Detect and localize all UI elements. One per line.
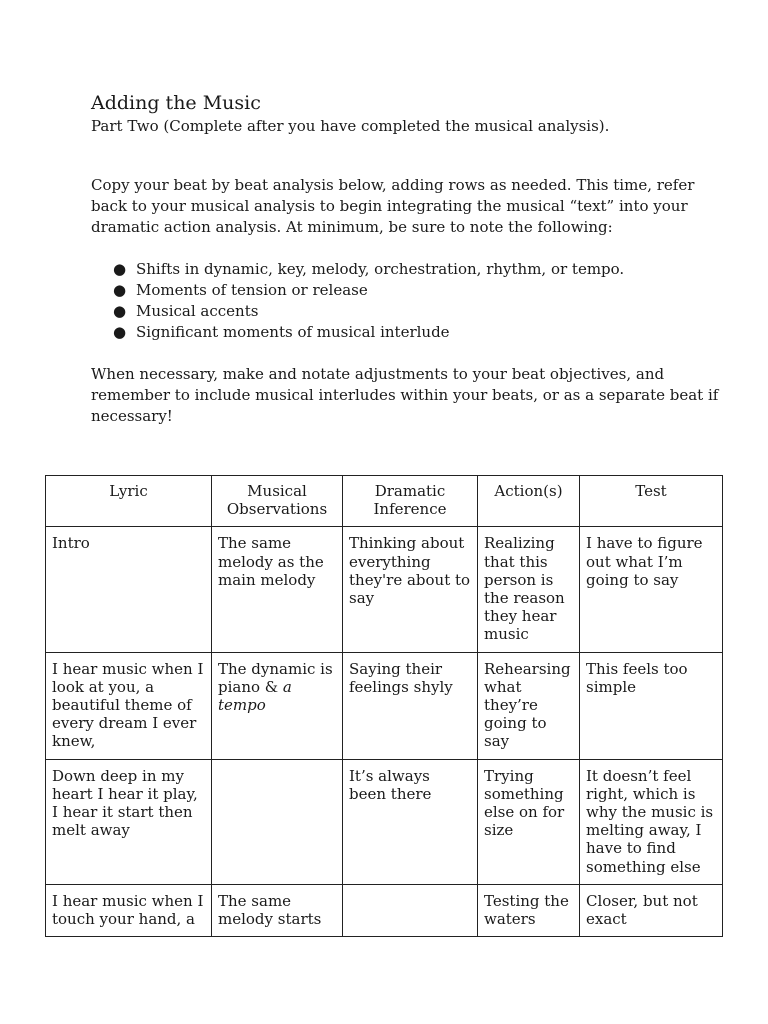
column-header-dramatic-inference: Dramatic Inference <box>343 476 478 527</box>
page-title: Adding the Music <box>91 92 261 114</box>
column-header-musical-observations: Musical Observations <box>212 476 343 527</box>
bullet-icon: ● <box>113 302 127 320</box>
list-item-text: Significant moments of musical interlude <box>136 323 450 341</box>
list-item-text: Musical accents <box>136 302 259 320</box>
cell-musical <box>212 652 343 759</box>
requirements-list <box>91 259 731 343</box>
cell-action: Trying something else on for size <box>478 759 580 884</box>
cell-musical-text: The same melody as the main melody <box>218 534 324 589</box>
cell-lyric: Intro <box>46 527 212 652</box>
cell-musical-italic: a tempo <box>218 677 292 715</box>
list-item <box>91 322 731 343</box>
cell-test: This feels too simple <box>580 652 723 759</box>
bullet-icon: ● <box>113 281 127 299</box>
analysis-table <box>45 475 723 937</box>
page-subtitle: Part Two (Complete after you have completed the musical analysis). <box>91 117 610 135</box>
closing-paragraph: When necessary, make and notate adjustments to your beat objectives, and remember to include musical interludes within your beats, or as a separate beat if necessary! <box>91 365 719 425</box>
cell-lyric: I hear music when I touch your hand, a <box>46 884 212 936</box>
column-header-lyric: Lyric <box>46 476 212 527</box>
cell-lyric: I hear music when I look at you, a beautiful theme of every dream I ever knew, <box>46 652 212 759</box>
column-header-actions: Action(s) <box>478 476 580 527</box>
table-row <box>46 652 723 759</box>
bullet-icon: ● <box>113 323 127 341</box>
cell-musical <box>212 527 343 652</box>
cell-dramatic: Saying their feelings shyly <box>343 652 478 759</box>
cell-action: Rehearsing what they’re going to say <box>478 652 580 759</box>
intro-paragraph: Copy your beat by beat analysis below, adding rows as needed. This time, refer back to your musical analysis to begin integrating the musical “text” into your dramatic action analysis. At minimum, be sure to note the following: <box>91 176 695 236</box>
list-item <box>91 280 731 301</box>
bullet-icon: ● <box>113 260 127 278</box>
cell-musical <box>212 884 343 936</box>
cell-test: It doesn’t feel right, which is why the music is melting away, I have to find something else <box>580 759 723 884</box>
list-item <box>91 301 731 322</box>
cell-musical-text: The dynamic is piano & <box>218 659 333 696</box>
document-body <box>91 90 731 427</box>
cell-test: I have to figure out what I’m going to say <box>580 527 723 652</box>
list-item-text: Moments of tension or release <box>136 281 368 299</box>
cell-dramatic: Thinking about everything they're about to say <box>343 527 478 652</box>
column-header-test: Test <box>580 476 723 527</box>
cell-dramatic <box>343 884 478 936</box>
cell-musical <box>212 759 343 884</box>
cell-action: Realizing that this person is the reason they hear music <box>478 527 580 652</box>
table-row <box>46 884 723 936</box>
table-row <box>46 527 723 652</box>
cell-test: Closer, but not exact <box>580 884 723 936</box>
table-header-row <box>46 476 723 527</box>
analysis-table-wrapper <box>45 475 723 937</box>
list-item <box>91 259 731 280</box>
cell-action: Testing the waters <box>478 884 580 936</box>
table-row <box>46 759 723 884</box>
cell-dramatic: It’s always been there <box>343 759 478 884</box>
list-item-text: Shifts in dynamic, key, melody, orchestration, rhythm, or tempo. <box>136 260 625 278</box>
cell-musical-text: The same melody starts <box>218 891 322 929</box>
cell-lyric: Down deep in my heart I hear it play, I hear it start then melt away <box>46 759 212 884</box>
